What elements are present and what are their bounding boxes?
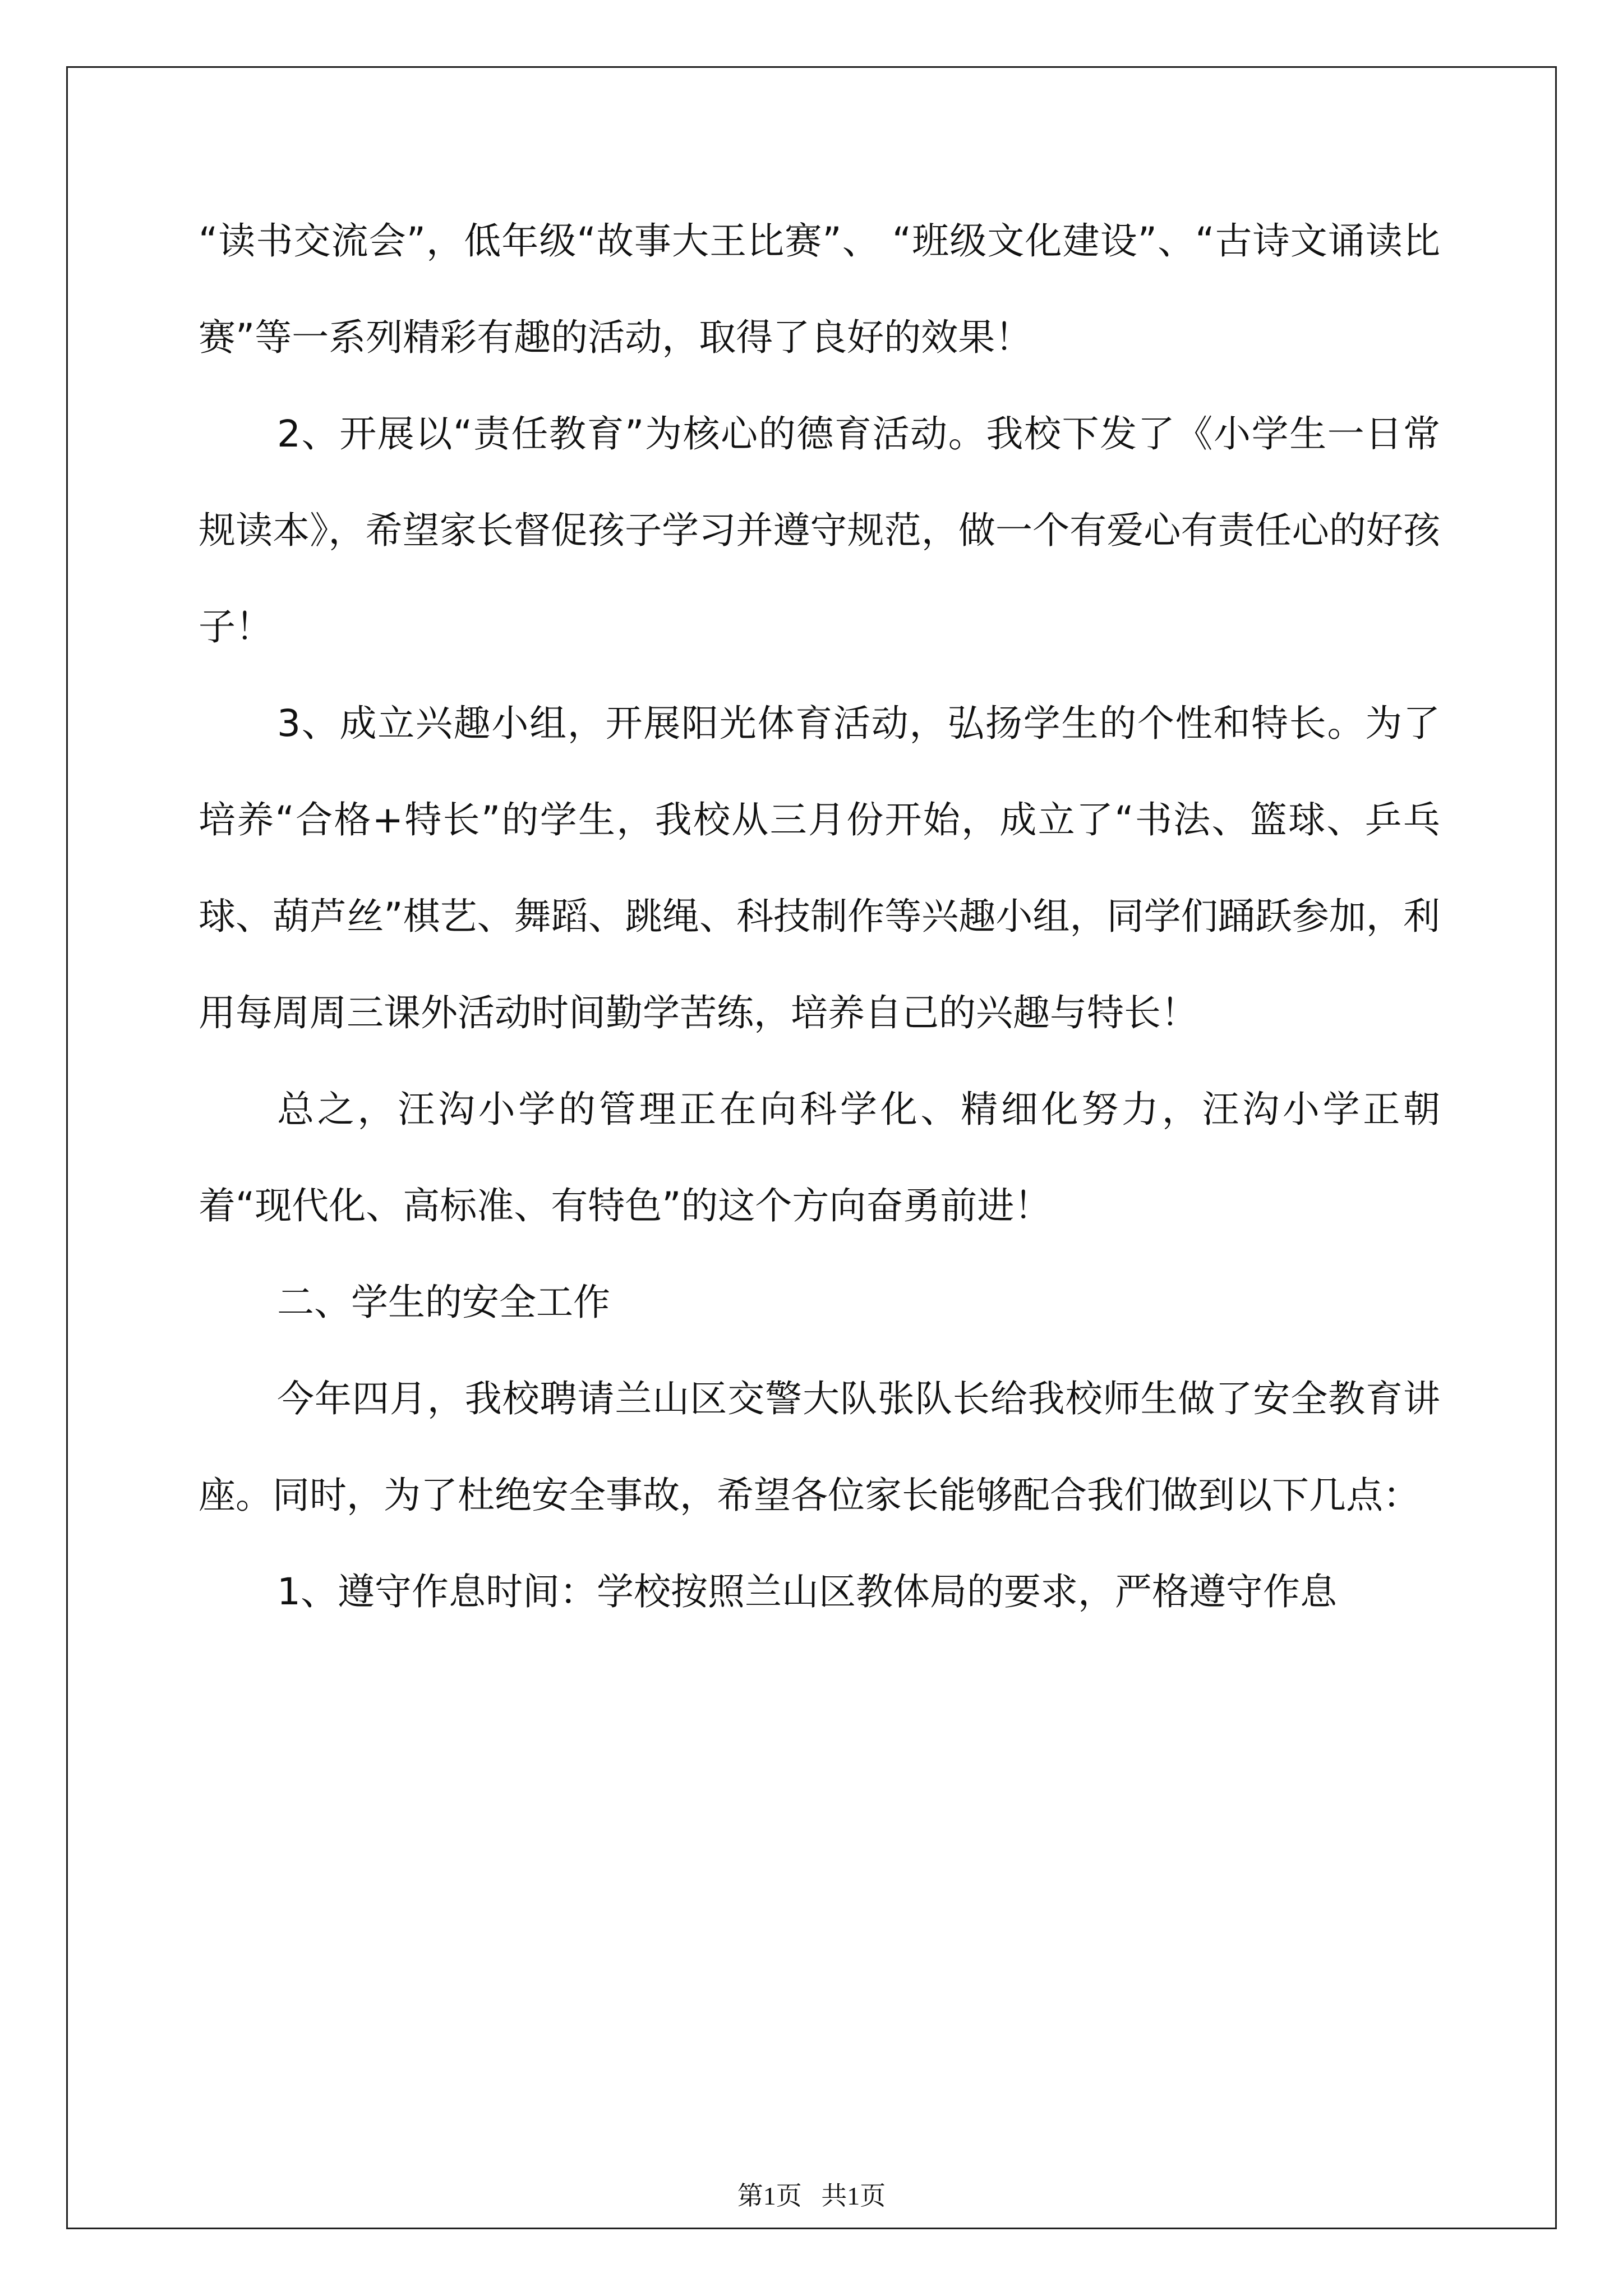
- paragraph: 1、遵守作息时间：学校按照兰山区教体局的要求，严格遵守作息: [277, 1570, 1337, 1613]
- paragraph: 2、开展以“责任教育”为核心的德育活动。我校下发了《小学生一日常规读本》，希望家长督促孩子学习并遵守规范，做一个有爱心有责任心的好孩子！: [199, 412, 1440, 648]
- document-body: [199, 193, 1440, 1640]
- section-heading: 二、学生的安全工作: [277, 1281, 610, 1324]
- paragraph: 今年四月，我校聘请兰山区交警大队张队长给我校师生做了安全教育讲座。同时，为了杜绝安全事故，希望各位家长能够配合我们做到以下几点：: [199, 1377, 1440, 1517]
- paragraph: 3、成立兴趣小组，开展阳光体育活动，弘扬学生的个性和特长。为了培养“合格+特长”的学生，我校从三月份开始，成立了“书法、篮球、乒乓球、葫芦丝”棋艺、舞蹈、跳绳、科技制作等兴趣小组，同学们踊跃参加，利用每周周三课外活动时间勤学苦练，培养自己的兴趣与特长！: [199, 702, 1440, 1034]
- page-footer: 第1页 共1页: [737, 2182, 886, 2210]
- paragraph: “读书交流会”，低年级“故事大王比赛”、 “班级文化建设”、“古诗文诵读比赛”等一系列精彩有趣的活动，取得了良好的效果！: [199, 219, 1440, 359]
- paragraph: 总之，汪沟小学的管理正在向科学化、精细化努力，汪沟小学正朝着“现代化、高标准、有特色”的这个方向奋勇前进！: [199, 1088, 1440, 1227]
